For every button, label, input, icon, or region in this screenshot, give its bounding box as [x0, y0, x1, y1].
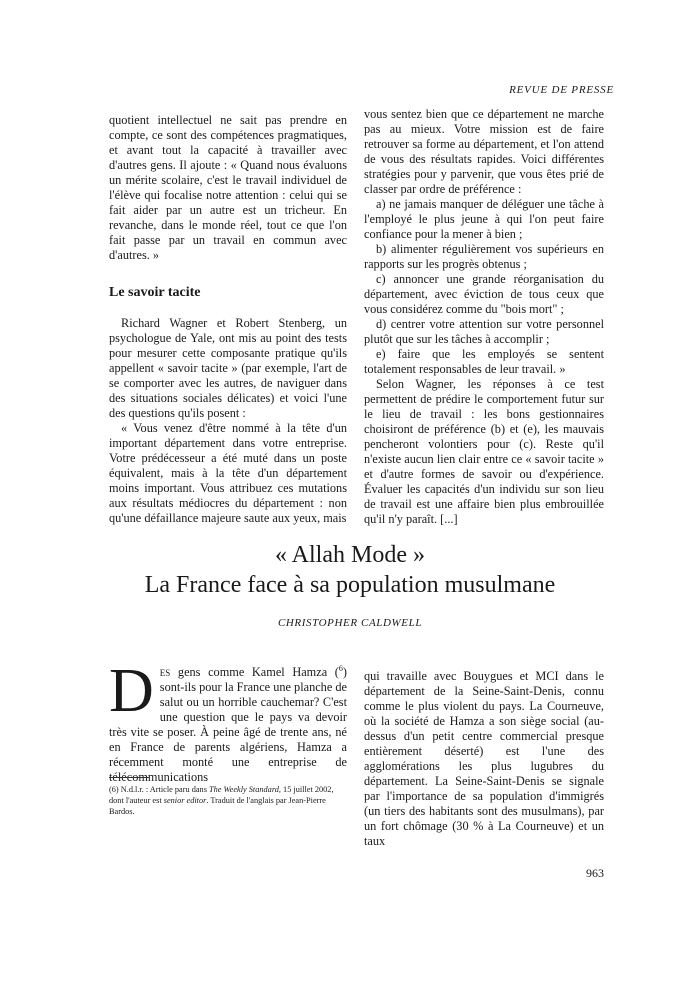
article-title-line-2: La France face à sa population musulmane	[144, 572, 556, 598]
body-text: ) sont-ils pour la France une planche de salut ou un horrible cauchemar? C'est une question que le pays va devoir très vite se poser. À peine âgé de trente ans, né en France de parents algériens, Hamza a récemment monté une entreprise de télécommunications	[109, 665, 347, 784]
list-item: a) ne jamais manquer de déléguer une tâche à l'employé le plus jeune à qui l'on peut faire confiance pour la mener à bien ;	[364, 197, 604, 241]
list-item: e) faire que les employés se sentent totalement responsables de leur travail. »	[364, 347, 604, 376]
paragraph: « Vous venez d'être nommé à la tête d'un important département dans votre entreprise. Votre prédécesseur a été muté dans un poste équivalent, mais à la tête d'un département moins important. Vous attribuez ces mutations aux résultats médiocres du département : non qu'une défaillance majeure saute aux yeux, mais	[109, 421, 347, 525]
page-number: 963	[586, 866, 604, 880]
body-text: gens comme Kamel Hamza (	[170, 665, 339, 679]
footnote-text: (6) N.d.l.r. : Article paru dans	[109, 785, 209, 794]
footnote	[109, 784, 347, 817]
list-item: d) centrer votre attention sur votre personnel plutôt que sur les tâches à accomplir ;	[364, 317, 604, 346]
footnote-reference: 6	[338, 663, 343, 673]
footnote-source: The Weekly Standard	[209, 785, 279, 794]
footnote-divider	[109, 777, 149, 778]
list-item: b) alimenter régulièrement vos supérieurs en rapports sur les progrès obtenus ;	[364, 242, 604, 271]
left-column	[109, 113, 347, 526]
byline: CHRISTOPHER CALDWELL	[277, 617, 423, 629]
paragraph: quotient intellectuel ne sait pas prendre en compte, ce sont des compétences pragmatiques, et avant tout la capacité à travailler avec d'autres gens. Il ajoute : « Quand nous évaluons un mérite scolaire, c'est le travail individuel de l'élève qui focalise notre attention : celui qui se fait aider par un autre est un tricheur. En revanche, dans le monde réel, tout ce que l'on fait passe par un travail en commun avec d'autres. »	[109, 113, 347, 262]
right-column	[364, 107, 604, 527]
article-body-right: qui travaille avec Bouygues et MCI dans le département de la Seine-Saint-Denis, connu comme le plus violent du pays. La Courneuve, où la société de Hamza a son siège social (au-dessus d'un petit centre commercial presque entièrement déserté) est l'une des agglomérations les plus lugubres du département. La Seine-Saint-Denis se signale par l'importance de sa population d'immigrés (un tiers des habitants sont des musulmans), par un fort chômage (30 % à La Courneuve) et un taux	[364, 669, 604, 848]
paragraph: vous sentez bien que ce département ne marche pas au mieux. Votre mission est de faire retrouver sa forme au département, et l'on attend de vous des résultats rapides. Voici différentes stratégies pour y parvenir, que vous êtes prié de classer par ordre de préférence :	[364, 107, 604, 196]
footnote-role: senior editor	[163, 796, 207, 805]
paragraph: Richard Wagner et Robert Stenberg, un psychologue de Yale, ont mis au point des tests pour mesurer cette composante pratique qu'ils appellent « savoir tacite » (par exemple, l'art de se comporter avec les autres, de naviguer dans des situations sociales délicates) et voici l'une des questions qu'ils posent :	[109, 316, 347, 420]
running-head: REVUE DE PRESSE	[509, 84, 614, 96]
section-heading: Le savoir tacite	[109, 285, 201, 300]
article-title-line-1: « Allah Mode »	[275, 542, 425, 568]
article-body-left	[109, 657, 347, 785]
list-item: c) annoncer une grande réorganisation du département, avec éviction de tous ceux que vous considérez comme du "bois mort" ;	[364, 272, 604, 316]
opening-smallcaps: es	[159, 665, 171, 679]
drop-cap: D	[109, 657, 154, 725]
footnote-text: . Traduit de l'anglais par Jean-Pierre Bardos.	[109, 796, 326, 816]
footnote-text: , 15 juillet 2002, dont l'auteur est	[109, 785, 334, 805]
paragraph: Selon Wagner, les réponses à ce test permettent de prédire le comportement futur sur le lieu de travail : les bons gestionnaires choisiront de préférence (b) et (e), les mauvais pencheront volontiers pour (c). Reste qu'il n'existe aucun lien clair entre ce « savoir tacite » et d'autre formes de savoir ou d'expérience. Évaluer les capacités d'un individu sur son lieu de travail est une affaire bien plus embrouillée qu'il n'y paraît. [...]	[364, 377, 604, 526]
